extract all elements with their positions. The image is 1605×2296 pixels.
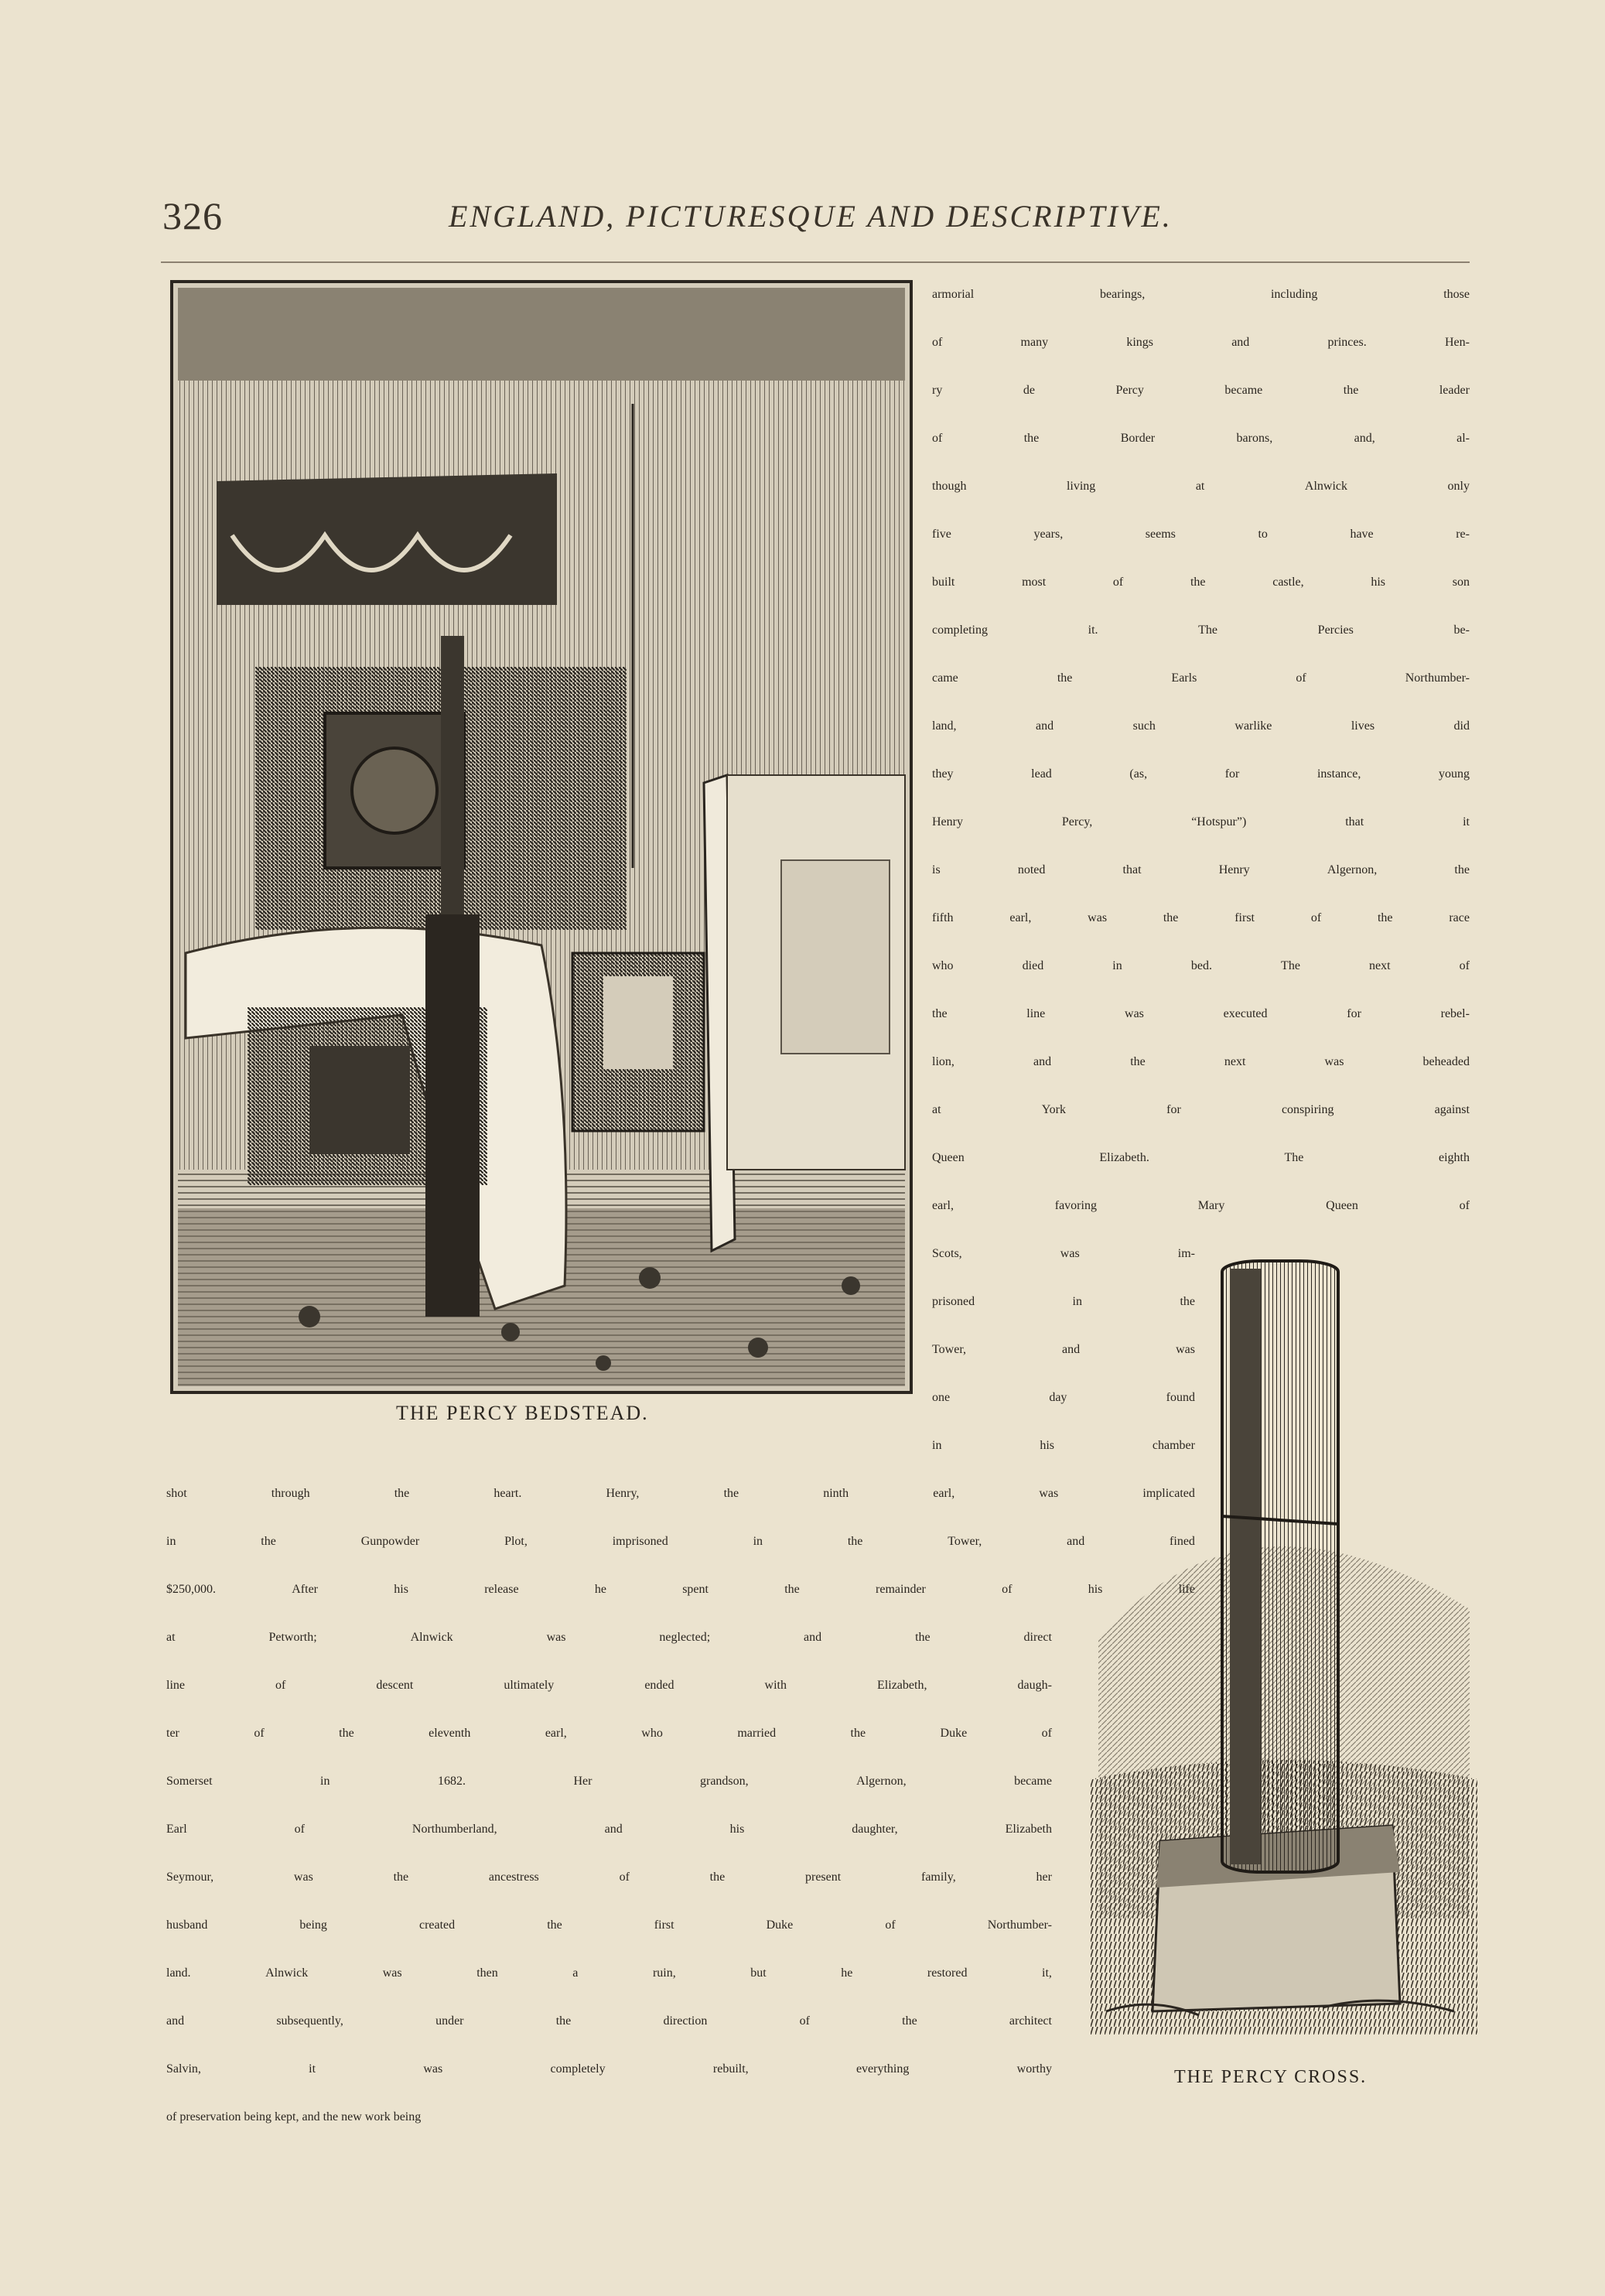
text-line: came the Earls of Northumber- <box>932 671 1470 685</box>
text-line: completing it. The Percies be- <box>932 624 1470 637</box>
text-line: the line was executed for rebel- <box>932 1007 1470 1020</box>
text-line: land, and such warlike lives did <box>932 719 1470 733</box>
text-line: of the Border barons, and, al- <box>932 432 1470 445</box>
text-line: built most of the castle, his son <box>932 576 1470 589</box>
text-line: in the Gunpowder Plot, imprisoned in the Tower, and fined <box>166 1535 1195 1548</box>
text-line: and subsequently, under the direction of the architect <box>166 2014 1052 2028</box>
text-line: Earl of Northumberland, and his daughter, Elizabeth <box>166 1823 1052 1836</box>
text-line: shot through the heart. Henry, the ninth earl, was implicated <box>166 1487 1195 1500</box>
page-number: 326 <box>162 194 223 237</box>
figure-caption: THE PERCY BEDSTEAD. <box>396 1402 649 1424</box>
text-line: $250,000. After his release he spent the remainder of his life <box>166 1583 1195 1596</box>
text-line: prisoned in the <box>932 1295 1195 1308</box>
text-line: Seymour, was the ancestress of the present family, her <box>166 1871 1052 1884</box>
text-line: ter of the eleventh earl, who married the Duke of <box>166 1727 1052 1740</box>
text-line: Queen Elizabeth. The eighth <box>932 1151 1470 1164</box>
text-line: Somerset in 1682. Her grandson, Algernon, became <box>166 1775 1052 1788</box>
text-line: who died in bed. The next of <box>932 959 1470 972</box>
text-line: of many kings and princes. Hen- <box>932 336 1470 349</box>
text-line: land. Alnwick was then a ruin, but he restored it, <box>166 1966 1052 1980</box>
text-line: husband being created the first Duke of Northumber- <box>166 1918 1052 1932</box>
text-line: they lead (as, for instance, young <box>932 767 1470 781</box>
running-head: ENGLAND, PICTURESQUE AND DESCRIPTIVE. <box>449 199 1173 234</box>
header-rule <box>161 261 1470 263</box>
text-line: at Petworth; Alnwick was neglected; and the direct <box>166 1631 1052 1644</box>
figure-caption: THE PERCY CROSS. <box>1174 2067 1368 2087</box>
text-line: Tower, and was <box>932 1343 1195 1356</box>
text-line: is noted that Henry Algernon, the <box>932 863 1470 876</box>
text-line: armorial bearings, including those <box>932 288 1470 301</box>
text-line: lion, and the next was beheaded <box>932 1055 1470 1068</box>
text-line: five years, seems to have re- <box>932 528 1470 541</box>
text-line: though living at Alnwick only <box>932 480 1470 493</box>
text-line: at York for conspiring against <box>932 1103 1470 1116</box>
text-line: line of descent ultimately ended with Elizabeth, daugh- <box>166 1679 1052 1692</box>
text-line: fifth earl, was the first of the race <box>932 911 1470 924</box>
percy-bedstead-engraving <box>170 280 913 1394</box>
text-line: one day found <box>932 1391 1195 1404</box>
text-line: Salvin, it was completely rebuilt, everything worthy <box>166 2062 1052 2076</box>
text-line: of preservation being kept, and the new work being <box>166 2110 422 2123</box>
text-line: Scots, was im- <box>932 1247 1195 1260</box>
text-line: in his chamber <box>932 1439 1195 1452</box>
text-line: ry de Percy became the leader <box>932 384 1470 397</box>
text-line: Henry Percy, “Hotspur”) that it <box>932 815 1470 829</box>
text-line: earl, favoring Mary Queen of <box>932 1199 1470 1212</box>
